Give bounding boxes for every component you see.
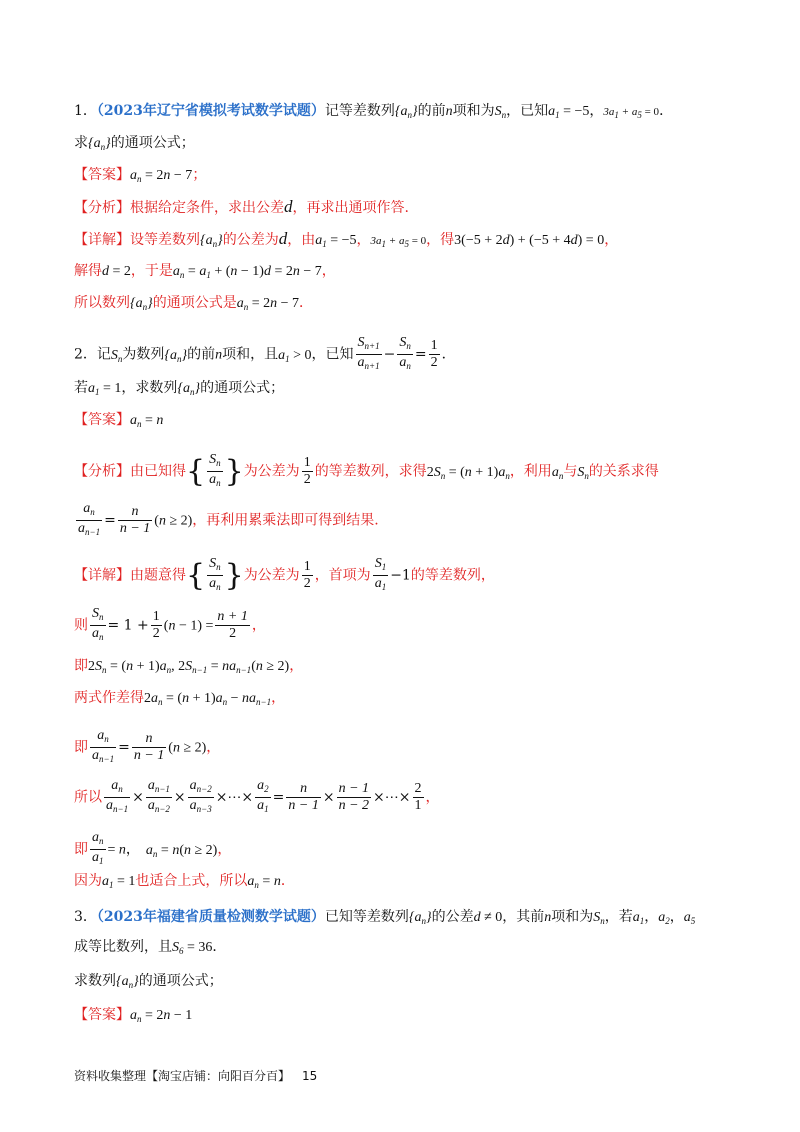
q1-answer: 【答案】$a_n = 2n - 7$； [74, 167, 207, 184]
q2-suoyi: 所以 $\frac{a_n}{a_{n-1}}$ × $\frac{a_{n-1}}{a_{n-2}}$ × $\frac{a_{n-2}}{a_{n-3}}$ ×⋯× $\frac{a_2}{a_1}$ = $\frac{n}{n - 1}$ × $\frac{n - 1}{n - 2}$ ×⋯× $\frac{2}{1}$ ， [74, 778, 440, 814]
q2-then: 则 $\frac{S_n}{a_n}$ = 1 + $\frac{1}{2}$ (n − 1) = $\frac{n + 1}{2}$ ， [74, 606, 266, 642]
q2-diff: 两式作差得$2a_n = (n + 1)a_n - na_{n-1}$， [74, 690, 286, 707]
q2-yinwei: 因为$a_1 = 1$也适合上式，所以$a_n = n$． [74, 873, 295, 890]
q2-ji-1: 即$2S_n = (n + 1)a_n$, $2S_{n-1} = na_{n-1}(n \ge 2)$， [74, 658, 304, 675]
footer-text: 资料收集整理【淘宝店铺：向阳百分百】 [74, 1069, 291, 1083]
q2-analysis: 【分析】由已知得{ $\frac{S_n}{a_n}$ }为公差为 $\frac{1}{2}$ 的等差数列，求得$2S_n = (n + 1)a_n$，利用$a_n$与$S_n$的关系求得 [74, 452, 659, 489]
q1-solve: 解得d = 2，于是$a_n = a_1 + (n - 1)d = 2n - 7$， [74, 263, 336, 280]
q1-stem: 1．（2023年辽宁省模拟考试数学试题）记等差数列$\{a_n\}$的前n项和为$S_n$，已知$a_1 = -5$，$3a_1 + a_5 = 0$． [74, 103, 674, 120]
q2-answer: 【答案】$a_n = n$ [74, 412, 164, 429]
q3-source: （2023年福建省质量检测数学试题） [96, 909, 325, 925]
page-number: 15 [302, 1069, 318, 1083]
q1-detail: 【详解】设等差数列$\{a_n\}$的公差为d，由$a_1 = -5$，$3a_1 + a_5 = 0$，得3(−5 + 2d) + (−5 + 4d) = 0， [74, 229, 619, 249]
q1-source: （2023年辽宁省模拟考试数学试题） [96, 103, 325, 119]
q2-ji-2: 即 $\frac{a_n}{a_{n-1}}$ = $\frac{n}{n - 1}$ (n ≥ 2)， [74, 728, 221, 764]
q3-ask: 求数列$\{a_n\}$的通项公式； [74, 973, 223, 990]
q1-conclude: 所以数列$\{a_n\}$的通项公式是$a_n = 2n - 7$． [74, 295, 314, 312]
q2-stem: 2．记$S_n$为数列$\{a_n\}$的前n项和，且$a_1 > 0$，已知 $\frac{S_{n+1}}{a_{n+1}}$ − $\frac{S_n}{a_n}$ = $\frac{1}{2}$ ． [74, 335, 456, 371]
q1-ask: 求$\{a_n\}$的通项公式； [74, 135, 195, 152]
q3-stem: 3．（2023年福建省质量检测数学试题）已知等差数列$\{a_n\}$的公差d ≠ 0，其前n项和为$S_n$，若$a_1$，$a_2$，$a_5$ [74, 909, 696, 926]
q2-ask: 若$a_1 = 1$，求数列$\{a_n\}$的通项公式； [74, 380, 285, 397]
page-footer [74, 1067, 317, 1084]
q2-ji-3: 即 $\frac{a_n}{a_1}$ = n， $a_n = n(n \ge 2)$， [74, 830, 232, 866]
q3-answer: 【答案】$a_n = 2n - 1$ [74, 1007, 193, 1024]
q1-analysis: 【分析】根据给定条件，求出公差d，再求出通项作答. [74, 197, 409, 216]
q2-analysis-cont: $\frac{a_n}{a_{n-1}}$ = $\frac{n}{n - 1}$ (n ≥ 2)，再利用累乘法即可得到结果. [78, 501, 379, 537]
q3-stem-cont: 成等比数列，且$S_6 = 36$． [74, 939, 227, 956]
q2-detail: 【详解】由题意得{ $\frac{S_n}{a_n}$ }为公差为 $\frac{1}{2}$ ，首项为 $\frac{S_1}{a_1}$ −1的等差数列， [74, 556, 495, 593]
